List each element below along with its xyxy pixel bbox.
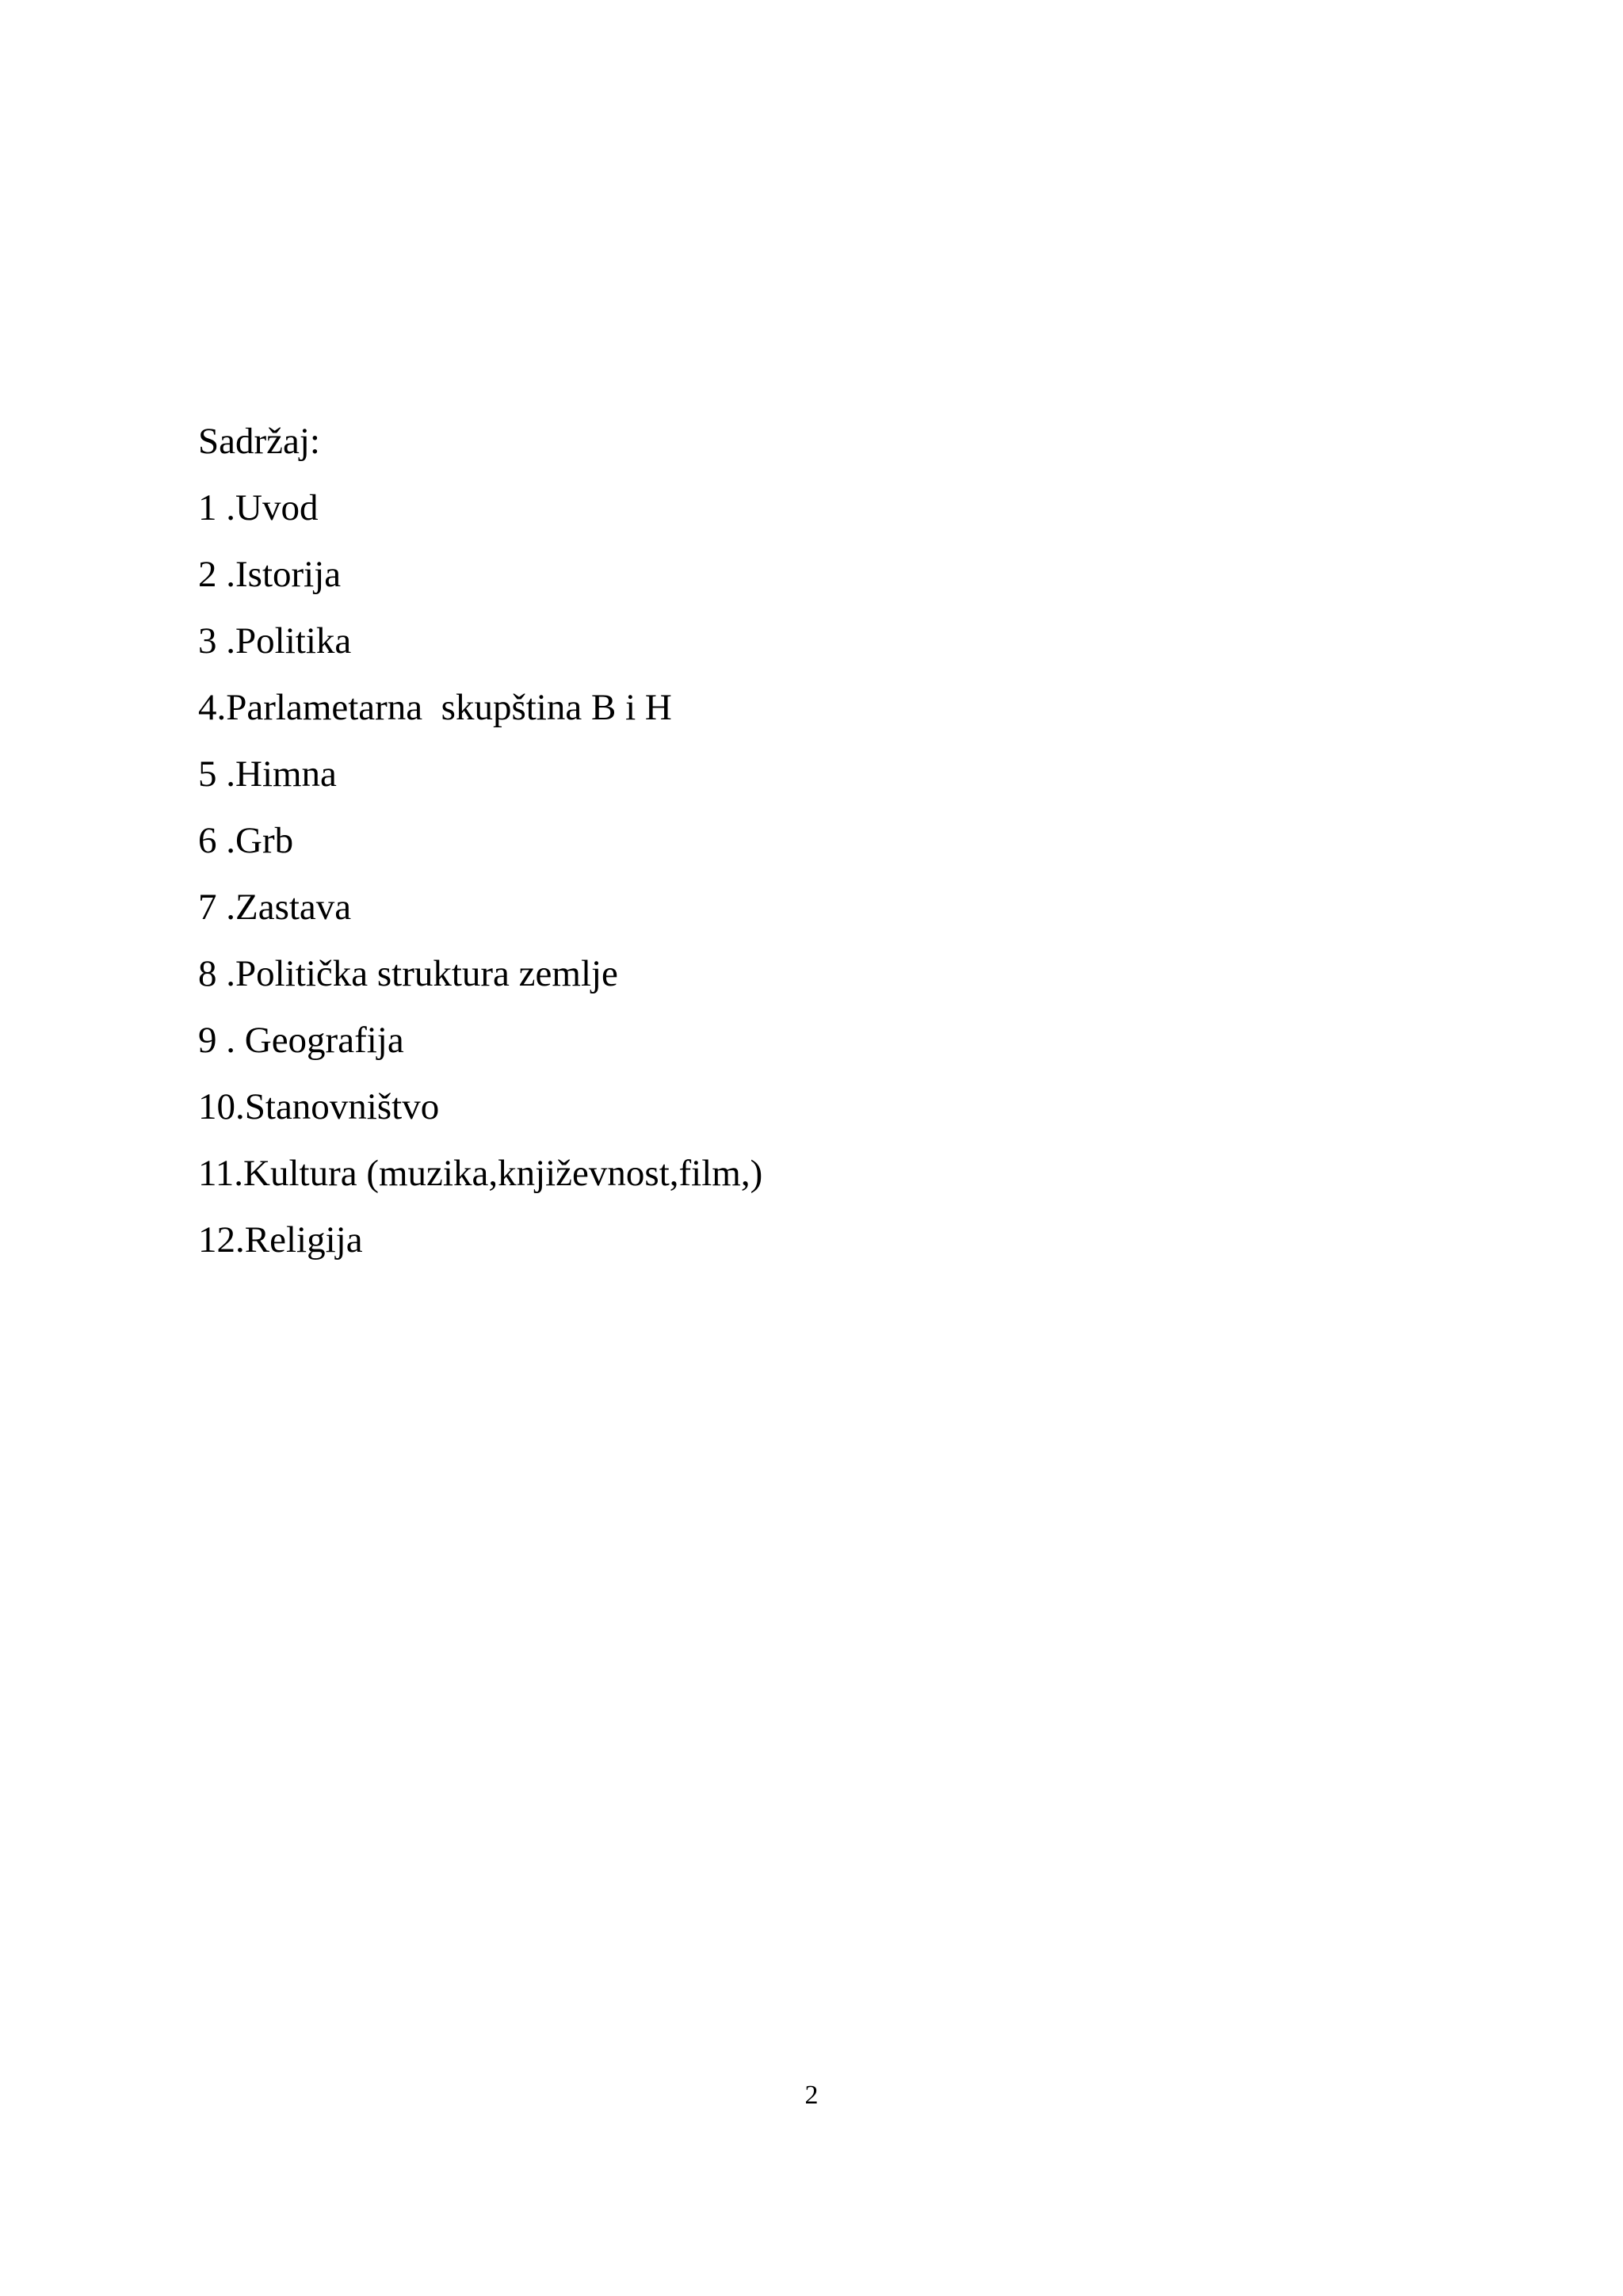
toc-item-grb: 6 .Grb xyxy=(198,820,294,861)
toc-item-kultura: 11.Kultura (muzika,književnost,film,) xyxy=(198,1153,763,1194)
toc-item-politika: 3 .Politika xyxy=(198,620,352,662)
page-number: 2 xyxy=(804,2081,819,2110)
toc-item-religija: 12.Religija xyxy=(198,1219,363,1261)
toc-item-zastava: 7 .Zastava xyxy=(198,887,352,928)
toc-item-geografija: 9 . Geografija xyxy=(198,1020,404,1061)
toc-item-stanovnistvo: 10.Stanovništvo xyxy=(198,1086,440,1127)
toc-heading: Sadržaj: xyxy=(198,421,320,462)
toc-item-istorija: 2 .Istorija xyxy=(198,554,342,595)
toc-item-politicka-struktura: 8 .Politička struktura zemlje xyxy=(198,953,618,994)
table-of-contents xyxy=(198,408,762,1273)
toc-item-parlamentarna-skupstina: 4.Parlametarna skupština B i H xyxy=(198,687,672,728)
toc-item-uvod: 1 .Uvod xyxy=(198,487,319,528)
toc-item-himna: 5 .Himna xyxy=(198,753,337,795)
